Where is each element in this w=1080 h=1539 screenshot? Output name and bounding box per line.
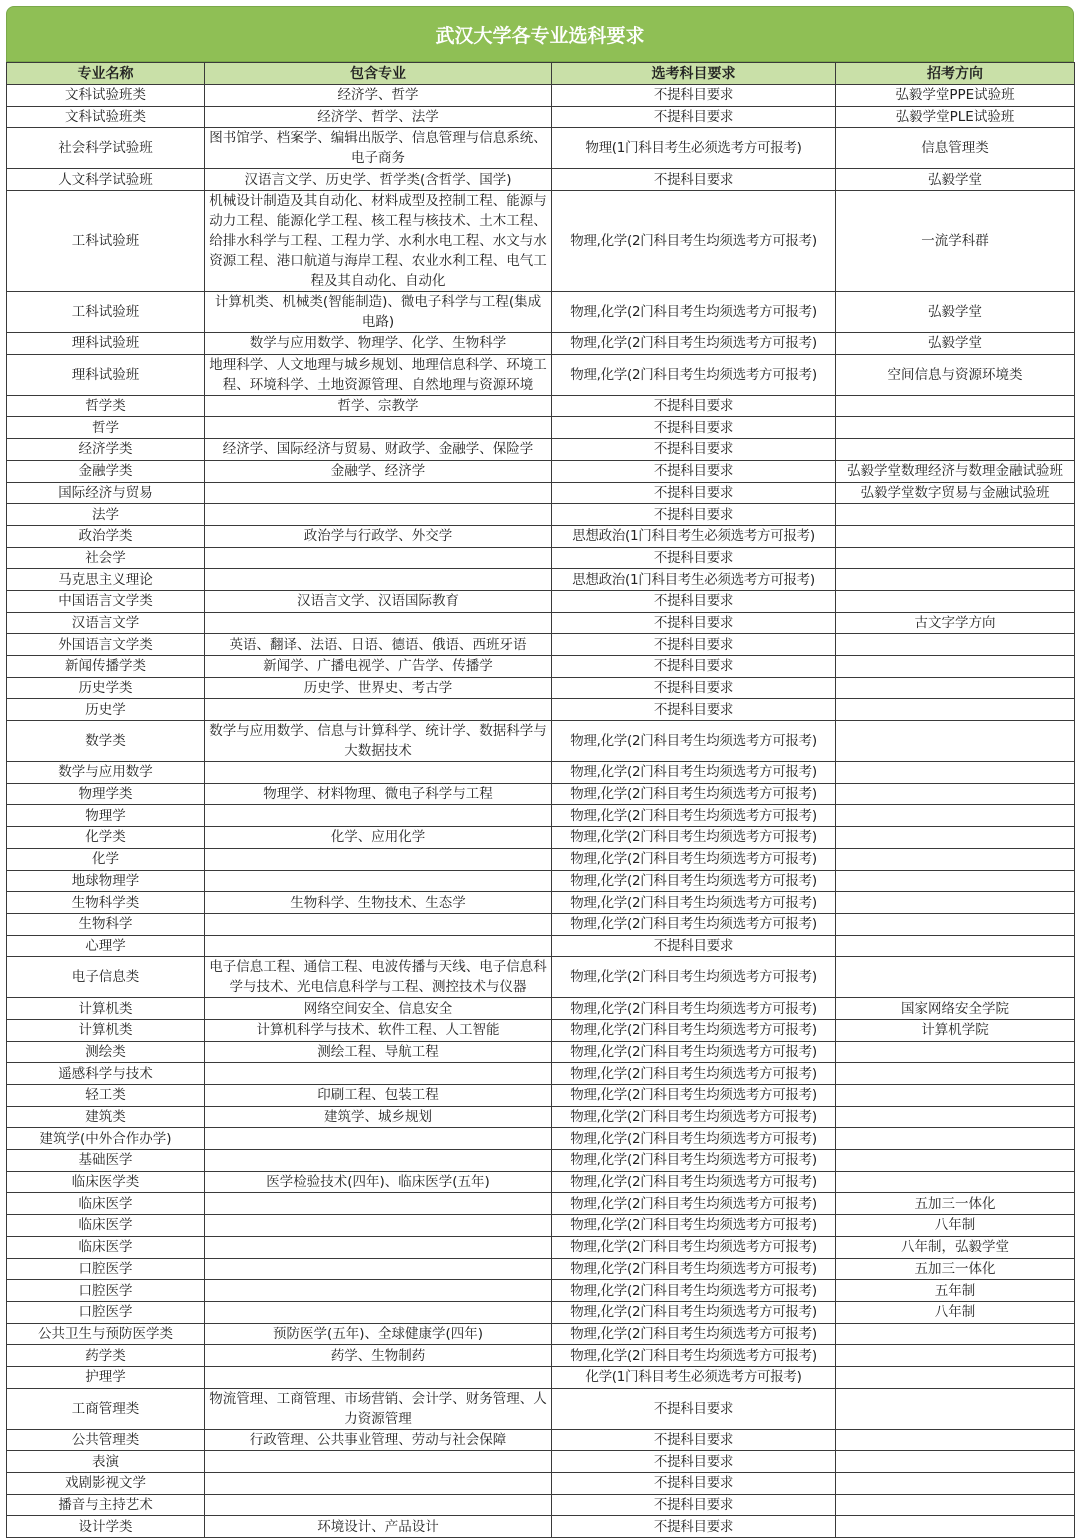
cell-admission-direction — [836, 1388, 1075, 1429]
cell-subject-requirement: 物理,化学(2门科目考生均须选考方可报考) — [552, 354, 836, 395]
table-row — [7, 892, 1075, 914]
cell-admission-direction — [836, 935, 1075, 957]
cell-major-name: 哲学类 — [7, 395, 205, 417]
cell-subject-requirement: 不提科目要求 — [552, 935, 836, 957]
cell-major-name: 历史学类 — [7, 677, 205, 699]
table-row — [7, 721, 1075, 762]
cell-major-name: 遥感科学与技术 — [7, 1063, 205, 1085]
table-row — [7, 1366, 1075, 1388]
cell-major-name: 建筑学(中外合作办学) — [7, 1128, 205, 1150]
cell-subject-requirement: 化学(1门科目考生必须选考方可报考) — [552, 1366, 836, 1388]
table-row — [7, 191, 1075, 292]
cell-subject-requirement: 不提科目要求 — [552, 1429, 836, 1451]
cell-included-majors: 化学、应用化学 — [205, 827, 552, 849]
cell-subject-requirement: 物理,化学(2门科目考生均须选考方可报考) — [552, 762, 836, 784]
cell-included-majors: 医学检验技术(四年)、临床医学(五年) — [205, 1171, 552, 1193]
cell-included-majors: 行政管理、公共事业管理、劳动与社会保障 — [205, 1429, 552, 1451]
cell-major-name: 设计学类 — [7, 1516, 205, 1538]
cell-subject-requirement: 不提科目要求 — [552, 504, 836, 526]
table-row — [7, 1301, 1075, 1323]
cell-major-name: 数学与应用数学 — [7, 762, 205, 784]
cell-admission-direction — [836, 417, 1075, 439]
cell-admission-direction — [836, 1323, 1075, 1345]
cell-subject-requirement: 不提科目要求 — [552, 547, 836, 569]
table-row — [7, 333, 1075, 355]
cell-major-name: 生物科学 — [7, 913, 205, 935]
cell-major-name: 计算机类 — [7, 1019, 205, 1041]
table-row — [7, 1451, 1075, 1473]
cell-included-majors: 物流管理、工商管理、市场营销、会计学、财务管理、人力资源管理 — [205, 1388, 552, 1429]
cell-subject-requirement: 不提科目要求 — [552, 677, 836, 699]
cell-subject-requirement: 不提科目要求 — [552, 590, 836, 612]
cell-admission-direction — [836, 762, 1075, 784]
cell-major-name: 电子信息类 — [7, 957, 205, 998]
cell-admission-direction: 一流学科群 — [836, 191, 1075, 292]
cell-subject-requirement: 不提科目要求 — [552, 656, 836, 678]
cell-admission-direction — [836, 1366, 1075, 1388]
cell-major-name: 法学 — [7, 504, 205, 526]
cell-admission-direction: 信息管理类 — [836, 128, 1075, 169]
cell-included-majors — [205, 1063, 552, 1085]
cell-admission-direction — [836, 913, 1075, 935]
table-row — [7, 870, 1075, 892]
cell-admission-direction: 五加三一体化 — [836, 1258, 1075, 1280]
cell-admission-direction — [836, 1063, 1075, 1085]
cell-subject-requirement: 物理,化学(2门科目考生均须选考方可报考) — [552, 1323, 836, 1345]
table-row — [7, 1236, 1075, 1258]
cell-major-name: 理科试验班 — [7, 354, 205, 395]
table-row — [7, 612, 1075, 634]
cell-major-name: 国际经济与贸易 — [7, 482, 205, 504]
cell-included-majors — [205, 1451, 552, 1473]
cell-admission-direction: 弘毅学堂数字贸易与金融试验班 — [836, 482, 1075, 504]
cell-major-name: 临床医学 — [7, 1193, 205, 1215]
cell-major-name: 社会学 — [7, 547, 205, 569]
cell-subject-requirement: 物理,化学(2门科目考生均须选考方可报考) — [552, 721, 836, 762]
cell-admission-direction — [836, 439, 1075, 461]
cell-included-majors: 网络空间安全、信息安全 — [205, 998, 552, 1020]
cell-subject-requirement: 物理,化学(2门科目考生均须选考方可报考) — [552, 1215, 836, 1237]
cell-subject-requirement: 物理,化学(2门科目考生均须选考方可报考) — [552, 870, 836, 892]
cell-major-name: 哲学 — [7, 417, 205, 439]
cell-subject-requirement: 不提科目要求 — [552, 1473, 836, 1495]
table-row — [7, 569, 1075, 591]
cell-included-majors: 计算机类、机械类(智能制造)、微电子科学与工程(集成电路) — [205, 292, 552, 333]
cell-included-majors: 哲学、宗教学 — [205, 395, 552, 417]
cell-admission-direction: 五加三一体化 — [836, 1193, 1075, 1215]
cell-admission-direction: 弘毅学堂 — [836, 292, 1075, 333]
cell-admission-direction — [836, 805, 1075, 827]
table-row — [7, 634, 1075, 656]
table-row — [7, 1494, 1075, 1516]
cell-major-name: 文科试验班类 — [7, 106, 205, 128]
cell-admission-direction: 空间信息与资源环境类 — [836, 354, 1075, 395]
cell-major-name: 临床医学 — [7, 1215, 205, 1237]
cell-included-majors: 物理学、材料物理、微电子科学与工程 — [205, 783, 552, 805]
cell-major-name: 心理学 — [7, 935, 205, 957]
cell-major-name: 护理学 — [7, 1366, 205, 1388]
table-row — [7, 1019, 1075, 1041]
cell-admission-direction — [836, 699, 1075, 721]
table-row — [7, 169, 1075, 191]
cell-included-majors — [205, 1494, 552, 1516]
cell-major-name: 计算机类 — [7, 998, 205, 1020]
cell-major-name: 工科试验班 — [7, 292, 205, 333]
cell-admission-direction: 弘毅学堂PPE试验班 — [836, 85, 1075, 107]
cell-included-majors — [205, 1193, 552, 1215]
cell-subject-requirement: 物理,化学(2门科目考生均须选考方可报考) — [552, 1345, 836, 1367]
cell-included-majors: 测绘工程、导航工程 — [205, 1041, 552, 1063]
cell-admission-direction — [836, 721, 1075, 762]
cell-subject-requirement: 物理,化学(2门科目考生均须选考方可报考) — [552, 827, 836, 849]
cell-admission-direction: 国家网络安全学院 — [836, 998, 1075, 1020]
cell-admission-direction: 弘毅学堂PLE试验班 — [836, 106, 1075, 128]
cell-admission-direction: 八年制 — [836, 1215, 1075, 1237]
cell-admission-direction — [836, 1516, 1075, 1538]
table-row — [7, 128, 1075, 169]
cell-major-name: 轻工类 — [7, 1085, 205, 1107]
cell-major-name: 化学类 — [7, 827, 205, 849]
cell-subject-requirement: 物理,化学(2门科目考生均须选考方可报考) — [552, 292, 836, 333]
cell-subject-requirement: 不提科目要求 — [552, 106, 836, 128]
table-row — [7, 354, 1075, 395]
header-included-majors: 包含专业 — [205, 63, 552, 85]
cell-included-majors: 建筑学、城乡规划 — [205, 1106, 552, 1128]
cell-major-name: 社会科学试验班 — [7, 128, 205, 169]
cell-included-majors — [205, 1366, 552, 1388]
cell-major-name: 文科试验班类 — [7, 85, 205, 107]
header-major-name: 专业名称 — [7, 63, 205, 85]
table-row — [7, 1193, 1075, 1215]
cell-included-majors: 药学、生物制药 — [205, 1345, 552, 1367]
cell-subject-requirement: 物理,化学(2门科目考生均须选考方可报考) — [552, 1258, 836, 1280]
cell-subject-requirement: 物理,化学(2门科目考生均须选考方可报考) — [552, 1150, 836, 1172]
table-row — [7, 1258, 1075, 1280]
table-row — [7, 590, 1075, 612]
cell-included-majors: 环境设计、产品设计 — [205, 1516, 552, 1538]
table-row — [7, 292, 1075, 333]
cell-subject-requirement: 物理,化学(2门科目考生均须选考方可报考) — [552, 783, 836, 805]
table-row — [7, 848, 1075, 870]
cell-included-majors — [205, 1301, 552, 1323]
table-row — [7, 106, 1075, 128]
table-row — [7, 1323, 1075, 1345]
table-row — [7, 699, 1075, 721]
table-row — [7, 85, 1075, 107]
cell-major-name: 播音与主持艺术 — [7, 1494, 205, 1516]
cell-included-majors: 新闻学、广播电视学、广告学、传播学 — [205, 656, 552, 678]
cell-subject-requirement: 不提科目要求 — [552, 1516, 836, 1538]
cell-admission-direction — [836, 1345, 1075, 1367]
cell-major-name: 人文科学试验班 — [7, 169, 205, 191]
cell-subject-requirement: 不提科目要求 — [552, 612, 836, 634]
cell-major-name: 经济学类 — [7, 439, 205, 461]
table-row — [7, 1171, 1075, 1193]
table-row — [7, 677, 1075, 699]
table-row — [7, 1063, 1075, 1085]
table-row — [7, 827, 1075, 849]
table-row — [7, 1280, 1075, 1302]
cell-included-majors: 汉语言文学、汉语国际教育 — [205, 590, 552, 612]
cell-included-majors: 英语、翻译、法语、日语、德语、俄语、西班牙语 — [205, 634, 552, 656]
table-row — [7, 1106, 1075, 1128]
cell-included-majors — [205, 417, 552, 439]
cell-major-name: 建筑类 — [7, 1106, 205, 1128]
table-body — [7, 85, 1075, 1538]
cell-subject-requirement: 物理,化学(2门科目考生均须选考方可报考) — [552, 913, 836, 935]
requirements-table — [6, 62, 1075, 1538]
cell-included-majors — [205, 482, 552, 504]
cell-included-majors: 生物科学、生物技术、生态学 — [205, 892, 552, 914]
cell-subject-requirement: 物理(1门科目考生必须选考方可报考) — [552, 128, 836, 169]
cell-subject-requirement: 不提科目要求 — [552, 699, 836, 721]
header-subject-requirement: 选考科目要求 — [552, 63, 836, 85]
cell-included-majors: 经济学、哲学、法学 — [205, 106, 552, 128]
cell-included-majors: 历史学、世界史、考古学 — [205, 677, 552, 699]
cell-included-majors: 图书馆学、档案学、编辑出版学、信息管理与信息系统、电子商务 — [205, 128, 552, 169]
cell-subject-requirement: 不提科目要求 — [552, 460, 836, 482]
cell-subject-requirement: 物理,化学(2门科目考生均须选考方可报考) — [552, 1236, 836, 1258]
cell-subject-requirement: 物理,化学(2门科目考生均须选考方可报考) — [552, 1171, 836, 1193]
cell-major-name: 马克思主义理论 — [7, 569, 205, 591]
cell-admission-direction: 八年制，弘毅学堂 — [836, 1236, 1075, 1258]
cell-major-name: 化学 — [7, 848, 205, 870]
cell-subject-requirement: 思想政治(1门科目考生必须选考方可报考) — [552, 569, 836, 591]
table-row — [7, 1215, 1075, 1237]
cell-major-name: 公共卫生与预防医学类 — [7, 1323, 205, 1345]
cell-admission-direction: 计算机学院 — [836, 1019, 1075, 1041]
cell-included-majors — [205, 547, 552, 569]
cell-major-name: 工科试验班 — [7, 191, 205, 292]
cell-major-name: 测绘类 — [7, 1041, 205, 1063]
cell-subject-requirement: 不提科目要求 — [552, 439, 836, 461]
cell-major-name: 物理学类 — [7, 783, 205, 805]
cell-major-name: 公共管理类 — [7, 1429, 205, 1451]
cell-subject-requirement: 思想政治(1门科目考生必须选考方可报考) — [552, 525, 836, 547]
cell-included-majors — [205, 913, 552, 935]
cell-included-majors — [205, 935, 552, 957]
requirements-document — [6, 6, 1074, 1538]
cell-major-name: 口腔医学 — [7, 1258, 205, 1280]
cell-included-majors: 经济学、国际经济与贸易、财政学、金融学、保险学 — [205, 439, 552, 461]
table-row — [7, 913, 1075, 935]
cell-subject-requirement: 不提科目要求 — [552, 395, 836, 417]
cell-subject-requirement: 不提科目要求 — [552, 634, 836, 656]
cell-admission-direction — [836, 783, 1075, 805]
cell-included-majors: 预防医学(五年)、全球健康学(四年) — [205, 1323, 552, 1345]
cell-major-name: 临床医学 — [7, 1236, 205, 1258]
table-row — [7, 1429, 1075, 1451]
cell-major-name: 新闻传播学类 — [7, 656, 205, 678]
cell-included-majors: 经济学、哲学 — [205, 85, 552, 107]
table-row — [7, 1473, 1075, 1495]
cell-major-name: 数学类 — [7, 721, 205, 762]
cell-included-majors: 计算机科学与技术、软件工程、人工智能 — [205, 1019, 552, 1041]
cell-admission-direction: 八年制 — [836, 1301, 1075, 1323]
cell-subject-requirement: 不提科目要求 — [552, 417, 836, 439]
cell-subject-requirement: 不提科目要求 — [552, 1388, 836, 1429]
cell-admission-direction — [836, 1085, 1075, 1107]
cell-admission-direction — [836, 656, 1075, 678]
cell-admission-direction — [836, 848, 1075, 870]
table-row — [7, 998, 1075, 1020]
cell-admission-direction — [836, 634, 1075, 656]
cell-subject-requirement: 物理,化学(2门科目考生均须选考方可报考) — [552, 1063, 836, 1085]
cell-admission-direction: 五年制 — [836, 1280, 1075, 1302]
cell-major-name: 金融学类 — [7, 460, 205, 482]
cell-major-name: 工商管理类 — [7, 1388, 205, 1429]
cell-major-name: 中国语言文学类 — [7, 590, 205, 612]
cell-included-majors — [205, 612, 552, 634]
table-row — [7, 460, 1075, 482]
cell-subject-requirement: 物理,化学(2门科目考生均须选考方可报考) — [552, 333, 836, 355]
cell-included-majors — [205, 569, 552, 591]
cell-included-majors — [205, 762, 552, 784]
table-row — [7, 547, 1075, 569]
cell-included-majors: 数学与应用数学、信息与计算科学、统计学、数据科学与大数据技术 — [205, 721, 552, 762]
table-row — [7, 1516, 1075, 1538]
cell-included-majors — [205, 504, 552, 526]
cell-admission-direction — [836, 1041, 1075, 1063]
cell-included-majors: 汉语言文学、历史学、哲学类(含哲学、国学) — [205, 169, 552, 191]
cell-admission-direction — [836, 1494, 1075, 1516]
cell-admission-direction — [836, 1451, 1075, 1473]
table-row — [7, 805, 1075, 827]
cell-admission-direction — [836, 892, 1075, 914]
cell-admission-direction: 古文字学方向 — [836, 612, 1075, 634]
cell-subject-requirement: 物理,化学(2门科目考生均须选考方可报考) — [552, 1193, 836, 1215]
cell-subject-requirement: 物理,化学(2门科目考生均须选考方可报考) — [552, 957, 836, 998]
cell-admission-direction: 弘毅学堂数理经济与数理金融试验班 — [836, 460, 1075, 482]
cell-included-majors: 电子信息工程、通信工程、电波传播与天线、电子信息科学与技术、光电信息科学与工程、测控技术与仪器 — [205, 957, 552, 998]
cell-included-majors — [205, 699, 552, 721]
cell-major-name: 外国语言文学类 — [7, 634, 205, 656]
cell-subject-requirement: 不提科目要求 — [552, 169, 836, 191]
cell-subject-requirement: 物理,化学(2门科目考生均须选考方可报考) — [552, 998, 836, 1020]
table-row — [7, 395, 1075, 417]
cell-admission-direction — [836, 1171, 1075, 1193]
cell-major-name: 表演 — [7, 1451, 205, 1473]
cell-admission-direction: 弘毅学堂 — [836, 169, 1075, 191]
table-row — [7, 417, 1075, 439]
cell-included-majors: 数学与应用数学、物理学、化学、生物科学 — [205, 333, 552, 355]
cell-subject-requirement: 物理,化学(2门科目考生均须选考方可报考) — [552, 1085, 836, 1107]
cell-admission-direction — [836, 569, 1075, 591]
table-row — [7, 1345, 1075, 1367]
cell-subject-requirement: 物理,化学(2门科目考生均须选考方可报考) — [552, 1280, 836, 1302]
cell-major-name: 地球物理学 — [7, 870, 205, 892]
cell-major-name: 生物科学类 — [7, 892, 205, 914]
cell-major-name: 历史学 — [7, 699, 205, 721]
table-row — [7, 482, 1075, 504]
cell-admission-direction — [836, 1150, 1075, 1172]
cell-major-name: 口腔医学 — [7, 1301, 205, 1323]
cell-admission-direction — [836, 1429, 1075, 1451]
table-row — [7, 525, 1075, 547]
cell-included-majors — [205, 1150, 552, 1172]
cell-subject-requirement: 物理,化学(2门科目考生均须选考方可报考) — [552, 191, 836, 292]
table-row — [7, 1085, 1075, 1107]
cell-subject-requirement: 物理,化学(2门科目考生均须选考方可报考) — [552, 1301, 836, 1323]
cell-major-name: 政治学类 — [7, 525, 205, 547]
table-row — [7, 762, 1075, 784]
cell-included-majors — [205, 1128, 552, 1150]
cell-admission-direction — [836, 525, 1075, 547]
cell-admission-direction — [836, 827, 1075, 849]
cell-admission-direction — [836, 547, 1075, 569]
table-row — [7, 656, 1075, 678]
cell-admission-direction — [836, 1128, 1075, 1150]
cell-major-name: 戏剧影视文学 — [7, 1473, 205, 1495]
cell-subject-requirement: 物理,化学(2门科目考生均须选考方可报考) — [552, 848, 836, 870]
header-admission-direction: 招考方向 — [836, 63, 1075, 85]
cell-admission-direction — [836, 590, 1075, 612]
cell-admission-direction — [836, 957, 1075, 998]
cell-major-name: 汉语言文学 — [7, 612, 205, 634]
cell-subject-requirement: 物理,化学(2门科目考生均须选考方可报考) — [552, 1106, 836, 1128]
table-row — [7, 1128, 1075, 1150]
cell-included-majors: 机械设计制造及其自动化、材料成型及控制工程、能源与动力工程、能源化学工程、核工程与核技术、土木工程、给排水科学与工程、工程力学、水利水电工程、水文与水资源工程、港口航道与海岸工程、农业水利工程、电气工程及其自动化、自动化 — [205, 191, 552, 292]
cell-major-name: 理科试验班 — [7, 333, 205, 355]
cell-subject-requirement: 不提科目要求 — [552, 85, 836, 107]
table-row — [7, 783, 1075, 805]
cell-included-majors: 印刷工程、包装工程 — [205, 1085, 552, 1107]
cell-admission-direction — [836, 504, 1075, 526]
table-row — [7, 1388, 1075, 1429]
cell-included-majors — [205, 870, 552, 892]
cell-included-majors — [205, 1215, 552, 1237]
cell-admission-direction — [836, 1106, 1075, 1128]
cell-included-majors: 地理科学、人文地理与城乡规划、地理信息科学、环境工程、环境科学、土地资源管理、自然地理与资源环境 — [205, 354, 552, 395]
cell-subject-requirement: 不提科目要求 — [552, 482, 836, 504]
table-row — [7, 504, 1075, 526]
cell-included-majors — [205, 1236, 552, 1258]
cell-included-majors: 金融学、经济学 — [205, 460, 552, 482]
cell-included-majors — [205, 1473, 552, 1495]
cell-included-majors — [205, 1280, 552, 1302]
page-title: 武汉大学各专业选科要求 — [6, 6, 1074, 62]
cell-admission-direction — [836, 1473, 1075, 1495]
cell-admission-direction — [836, 677, 1075, 699]
cell-subject-requirement: 物理,化学(2门科目考生均须选考方可报考) — [552, 805, 836, 827]
cell-subject-requirement: 物理,化学(2门科目考生均须选考方可报考) — [552, 892, 836, 914]
cell-major-name: 药学类 — [7, 1345, 205, 1367]
table-row — [7, 1041, 1075, 1063]
cell-subject-requirement: 物理,化学(2门科目考生均须选考方可报考) — [552, 1041, 836, 1063]
cell-major-name: 临床医学类 — [7, 1171, 205, 1193]
table-row — [7, 1150, 1075, 1172]
cell-subject-requirement: 物理,化学(2门科目考生均须选考方可报考) — [552, 1128, 836, 1150]
table-row — [7, 957, 1075, 998]
cell-major-name: 基础医学 — [7, 1150, 205, 1172]
cell-subject-requirement: 不提科目要求 — [552, 1451, 836, 1473]
cell-major-name: 物理学 — [7, 805, 205, 827]
table-row — [7, 439, 1075, 461]
table-header-row — [7, 63, 1075, 85]
cell-included-majors — [205, 1258, 552, 1280]
cell-admission-direction — [836, 870, 1075, 892]
cell-major-name: 口腔医学 — [7, 1280, 205, 1302]
cell-included-majors: 政治学与行政学、外交学 — [205, 525, 552, 547]
cell-admission-direction: 弘毅学堂 — [836, 333, 1075, 355]
cell-admission-direction — [836, 395, 1075, 417]
table-row — [7, 935, 1075, 957]
cell-included-majors — [205, 805, 552, 827]
cell-subject-requirement: 不提科目要求 — [552, 1494, 836, 1516]
cell-included-majors — [205, 848, 552, 870]
cell-subject-requirement: 物理,化学(2门科目考生均须选考方可报考) — [552, 1019, 836, 1041]
